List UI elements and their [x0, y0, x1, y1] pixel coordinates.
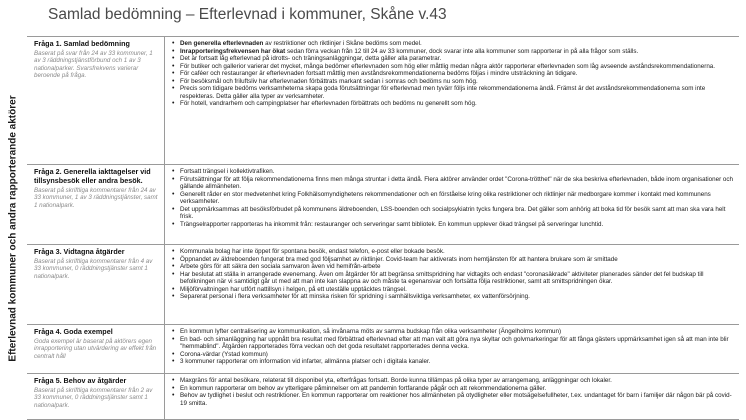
table-row-question-5 — [27, 374, 739, 420]
bullet-item — [171, 78, 735, 86]
answer-cell — [165, 165, 739, 244]
bullet-text: av restriktioner och riktlinjer i Skåne bedöms som medel. — [263, 40, 422, 47]
bullet-text: 3 kommuner rapporterar om information vid infarter, allmänna platser och i digitala kanaler. — [180, 358, 431, 365]
bullet-item — [171, 176, 735, 191]
bullet-item — [171, 385, 735, 393]
bullet-bold-text: Inrapporteringsfrekvensen har ökat — [180, 47, 286, 55]
question-title: Fråga 3. Vidtagna åtgärder — [34, 247, 125, 256]
bullet-item — [171, 168, 735, 176]
bullet-item — [171, 63, 735, 71]
question-note: Baserat på skriftliga kommentarer från 4 av 33 kommuner, 0 räddningstjänster samt 1 nationalpark. — [34, 257, 153, 280]
bullet-text: En bad- och simanläggning har uppnått bra resultat med förbättrad efterlevnad efter att man valt att göra nya skyltar och golvmarkeringar för att fånga gästers uppmärksamhet igen så att man inte blir "hemmablind". Åtgärden rapporterades förra veckan och det goda resultatet rapporterades denna vecka. — [180, 335, 729, 350]
bullet-text: Det är fortsatt låg efterlevnad på idrotts- och träningsanläggningar, detta gäller alla parametrar. — [180, 55, 442, 62]
bullet-text: sedan förra veckan från 12 till 24 av 33 kommuner, dock svarar inte alla kommuner som rapporterar in på alla frågor som ställs. — [285, 47, 639, 55]
bullet-text: Kommunala bolag har inte öppet för spontana besök, endast telefon, e-post eller bokade besök. — [180, 248, 445, 255]
bullet-list — [171, 40, 735, 108]
bullet-text: För besöksmål och friluftsliv har efterlevnaden förbättrats markant sedan i somras och bedöms nu som hög. — [180, 77, 478, 85]
bullet-text: Behov av tydlighet i beslut och restriktioner. En kommun rapporterar om reaktioner hos allmänheten på otydligheter eller motsägelsefullheter, t.ex. undantaget för barn i familjer där någon bär på covid-19 smitta. — [180, 392, 732, 407]
bullet-text: Generellt råder en stor medvetenhet kring Folkhälsomyndighetens rekommendationer och en förståelse kring olika restriktioner och riktlinjer när medborgare kommer i kontakt med kommunens verksamheter. — [180, 190, 711, 205]
bullet-text: Precis som tidigare bedöms verksamheterna skapa goda förutsättningar för efterlevnad men tyvärr följs inte rekommendationerna ändå. Främst är det avståndsrekommendationerna som inte respekteras. Detta gäller alla typer av verksamheter. — [180, 85, 706, 100]
bullet-item — [171, 293, 735, 301]
bullet-item — [171, 392, 735, 407]
question-note: Baserat på skriftliga kommentarer från 2 av 33 kommuner, 0 räddningstjänster samt 1 nationalpark. — [34, 386, 153, 409]
question-title: Fråga 5. Behov av åtgärder — [34, 376, 127, 385]
bullet-list — [171, 328, 735, 366]
question-cell — [27, 245, 165, 324]
table-row-question-3 — [27, 245, 739, 325]
bullet-text: Har beslutat att ställa in arrangerade evenemang. Även om åtgärder för att begränsa smittspridning har vidtagits och endast "coronasäkrade" aktiviteter planerades sänder det fel budskap till befolkningen när vi samtidigt går ut med att man inte kan slappna av och måste ta egenansvar och fortsätta följa restriktioner, samt att smittspridningen ökar. — [180, 270, 704, 285]
bullet-text: Maxgräns för antal besökare, relaterat till disponibel yta, efterfrågas fortsatt. Borde kunna tillämpas på olika typer av arrangemang, anläggningar och lokaler. — [180, 377, 612, 384]
question-title: Fråga 4. Goda exempel — [34, 327, 113, 336]
answer-cell — [165, 37, 739, 164]
bullet-item — [171, 70, 735, 78]
bullet-item — [171, 328, 735, 336]
question-note: Goda exempel är baserat på aktörers egen inrapportering utan utvärdering av effekt från centralt håll — [34, 337, 157, 360]
answer-cell — [165, 325, 739, 373]
answer-cell — [165, 245, 739, 324]
bullet-item — [171, 55, 735, 63]
bullet-item — [171, 48, 735, 56]
table-row-question-1 — [27, 37, 739, 165]
slide-title: Samlad bedömning – Efterlevnad i kommuner, Skåne v.43 — [48, 6, 447, 23]
question-title: Fråga 2. Generella iakttagelser vid tillsynsbesök eller andra besök. — [34, 167, 151, 185]
question-cell — [27, 374, 165, 419]
bullet-text: Trängselrapporter rapporteras ha inkommit från: restauranger och serveringar samt bibliotek. En kommun upplever ökad trängsel på serveringar lunchtid. — [180, 220, 604, 228]
bullet-item — [171, 256, 735, 264]
bullet-text: För caféer och restauranger är efterlevnaden fortsatt måttlig men avståndsrekommendationerna bedöms följas i mindre utsträckning än tidigare. — [180, 70, 578, 77]
bullet-item — [171, 191, 735, 206]
bullet-item — [171, 85, 735, 100]
bullet-text: För butiker och gallerior varierar det mycket, många bedömer efterlevnaden som hög eller måttlig medan några aktör rapporterar efterlevnaden som låg avseende avståndsrekommendationerna. — [180, 62, 716, 70]
bullet-text: För hotell, vandrarhem och campingplatser har efterlevnaden förbättrats och bedöms nu generellt som hög. — [180, 100, 477, 107]
bullet-item — [171, 358, 735, 366]
question-cell — [27, 165, 165, 244]
bullet-text: En kommun lyfter centralisering av kommunikation, så invånarna möts av samma budskap från olika verksamheter (Ängelholms kommun) — [180, 328, 562, 335]
bullet-bold-text: Den generella efterlevnaden — [180, 40, 264, 47]
question-note: Baserat på skriftliga kommentarer från 24 av 33 kommuner, 1 av 3 räddningstjänster, samt 1 nationalpark. — [34, 186, 158, 209]
bullet-item — [171, 100, 735, 108]
question-title: Fråga 1. Samlad bedömning — [34, 39, 130, 48]
bullet-text: Förutsättningar för att följa rekommendationerna finns men många struntar i detta ändå. Flera aktörer använder ordet "Corona-trötthet" när de ska beskriva efterlevnaden, både inom organisationer och gällande allmänheten. — [180, 175, 734, 190]
bullet-item — [171, 286, 735, 294]
bullet-text: Arbete görs för att säkra den sociala samvaron även vid hemifrån-arbete — [180, 263, 381, 270]
bullet-item — [171, 377, 735, 385]
bullet-list — [171, 377, 735, 407]
bullet-text: Separerat personal i flera verksamheter för att minska risken för spridning i samhällsviktiga verksamheter, ex vattenförsörjning. — [180, 293, 530, 300]
answer-cell — [165, 374, 739, 419]
bullet-text: Fortsatt trängsel i kollektivtrafiken. — [180, 168, 275, 175]
bullet-item — [171, 248, 735, 256]
bullet-list — [171, 168, 735, 228]
bullet-text: Det uppmärksammas att besöksförbudet på kommunens äldreboenden, LSS-boenden och socialpsykiatrin tycks fungera bra. Det gäller som anhörig att boka tid för besök samt att man ska vara helt frisk. — [180, 205, 726, 220]
bullet-item — [171, 336, 735, 351]
bullet-item — [171, 40, 735, 48]
table-row-question-2 — [27, 165, 739, 245]
bullet-text: En kommun rapporterar om behov av ytterligare påminnelser om att pandemin fortfarande pågår och att rekommendationerna gäller. — [180, 384, 547, 392]
table-row-question-4 — [27, 325, 739, 374]
question-note: Baserat på svar från 24 av 33 kommuner, 1 av 3 räddningstjänstförbund och 1 av 3 nationalparker. Svarsfrekvens varierar beroende på fråga. — [34, 49, 153, 80]
side-label — [0, 36, 26, 420]
bullet-text: Corona-värdar (Ystad kommun) — [180, 350, 268, 358]
bullet-item — [171, 206, 735, 221]
bullet-text: Öppnandet av äldreboenden fungerat bra med god följsamhet av riktlinjer. Covid-team har aktiverats inom hemtjänsten för att hantera brukare som är smittade — [180, 255, 618, 263]
question-cell — [27, 325, 165, 373]
bullet-list — [171, 248, 735, 301]
bullet-text: Miljöförvaltningen har utfört nattillsyn i helgen, på ett uteställe upptäcktes trängsel. — [180, 285, 407, 293]
bullet-item — [171, 221, 735, 229]
bullet-item — [171, 263, 735, 271]
bullet-item — [171, 351, 735, 359]
question-cell — [27, 37, 165, 164]
side-label-text: Efterlevnad kommuner och andra rapporterande aktörer — [7, 94, 19, 362]
bullet-item — [171, 271, 735, 286]
assessment-table — [27, 36, 739, 420]
